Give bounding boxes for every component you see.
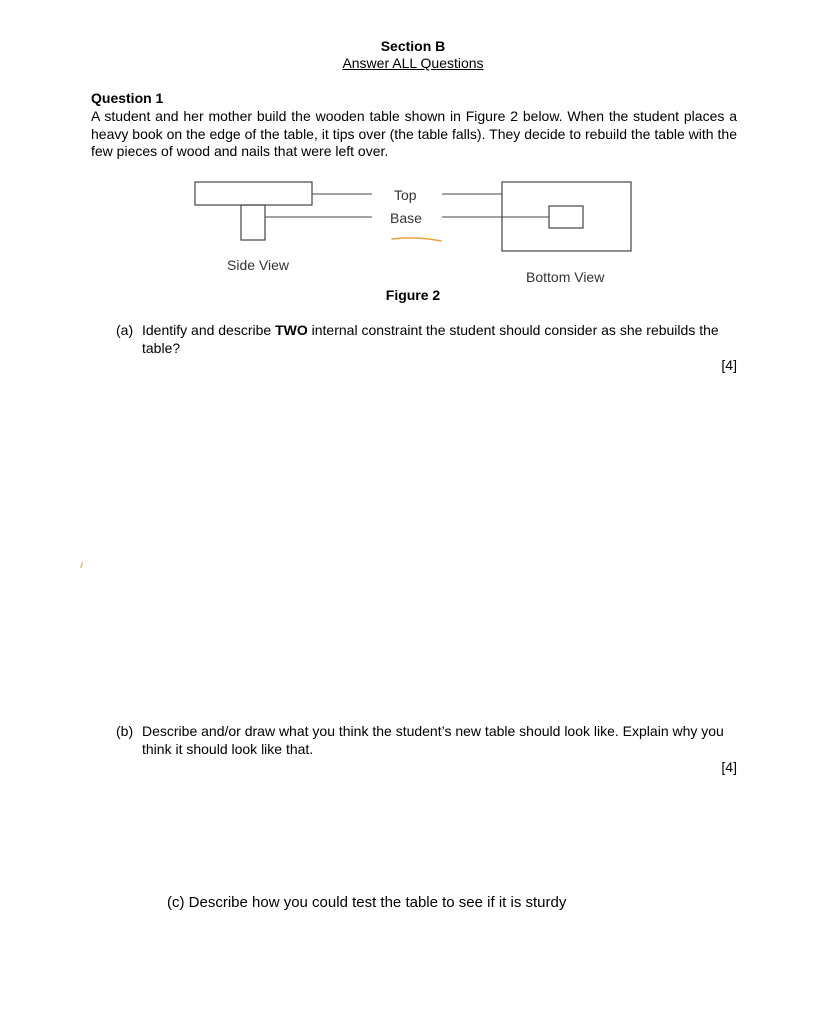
section-title: Section B [380, 38, 446, 54]
question-heading: Question 1 [91, 90, 164, 106]
bottom-view-base [549, 206, 583, 228]
bottom-view-label: Bottom View [526, 269, 605, 285]
part-a-text-after: internal constraint the student should consider as she rebuilds the table? [142, 322, 719, 356]
figure-2-diagram [180, 172, 640, 287]
part-a-emphasis: TWO [275, 322, 308, 338]
stray-mark [80, 556, 83, 563]
part-b-marks: [4] [721, 759, 737, 775]
part-a-text [142, 321, 726, 357]
label-base: Base [390, 210, 422, 226]
label-top: Top [394, 187, 417, 203]
part-b-letter: (b) [116, 723, 134, 739]
part-a-letter: (a) [116, 322, 134, 338]
instruction-subtitle: Answer ALL Questions [342, 55, 484, 71]
part-c-text: (c) Describe how you could test the table to see if it is sturdy [167, 894, 567, 911]
part-a [116, 321, 726, 357]
part-b-text: Describe and/or draw what you think the student’s new table should look like. Explain why you think it should look like that. [142, 723, 724, 757]
highlight-mark [392, 238, 441, 241]
side-view-label: Side View [227, 257, 290, 273]
figure-caption: Figure 2 [385, 287, 441, 303]
side-view-top [195, 182, 312, 205]
part-b [116, 722, 726, 758]
part-a-text-before: Identify and describe [142, 322, 276, 338]
side-view-base [241, 205, 265, 240]
part-a-marks: [4] [721, 357, 737, 373]
question-intro: A student and her mother build the wooden table shown in Figure 2 below. When the student places a heavy book on the edge of the table, it tips over (the table falls). They decide to rebuild the table with the few pieces of wood and nails that were left over. [91, 108, 737, 159]
